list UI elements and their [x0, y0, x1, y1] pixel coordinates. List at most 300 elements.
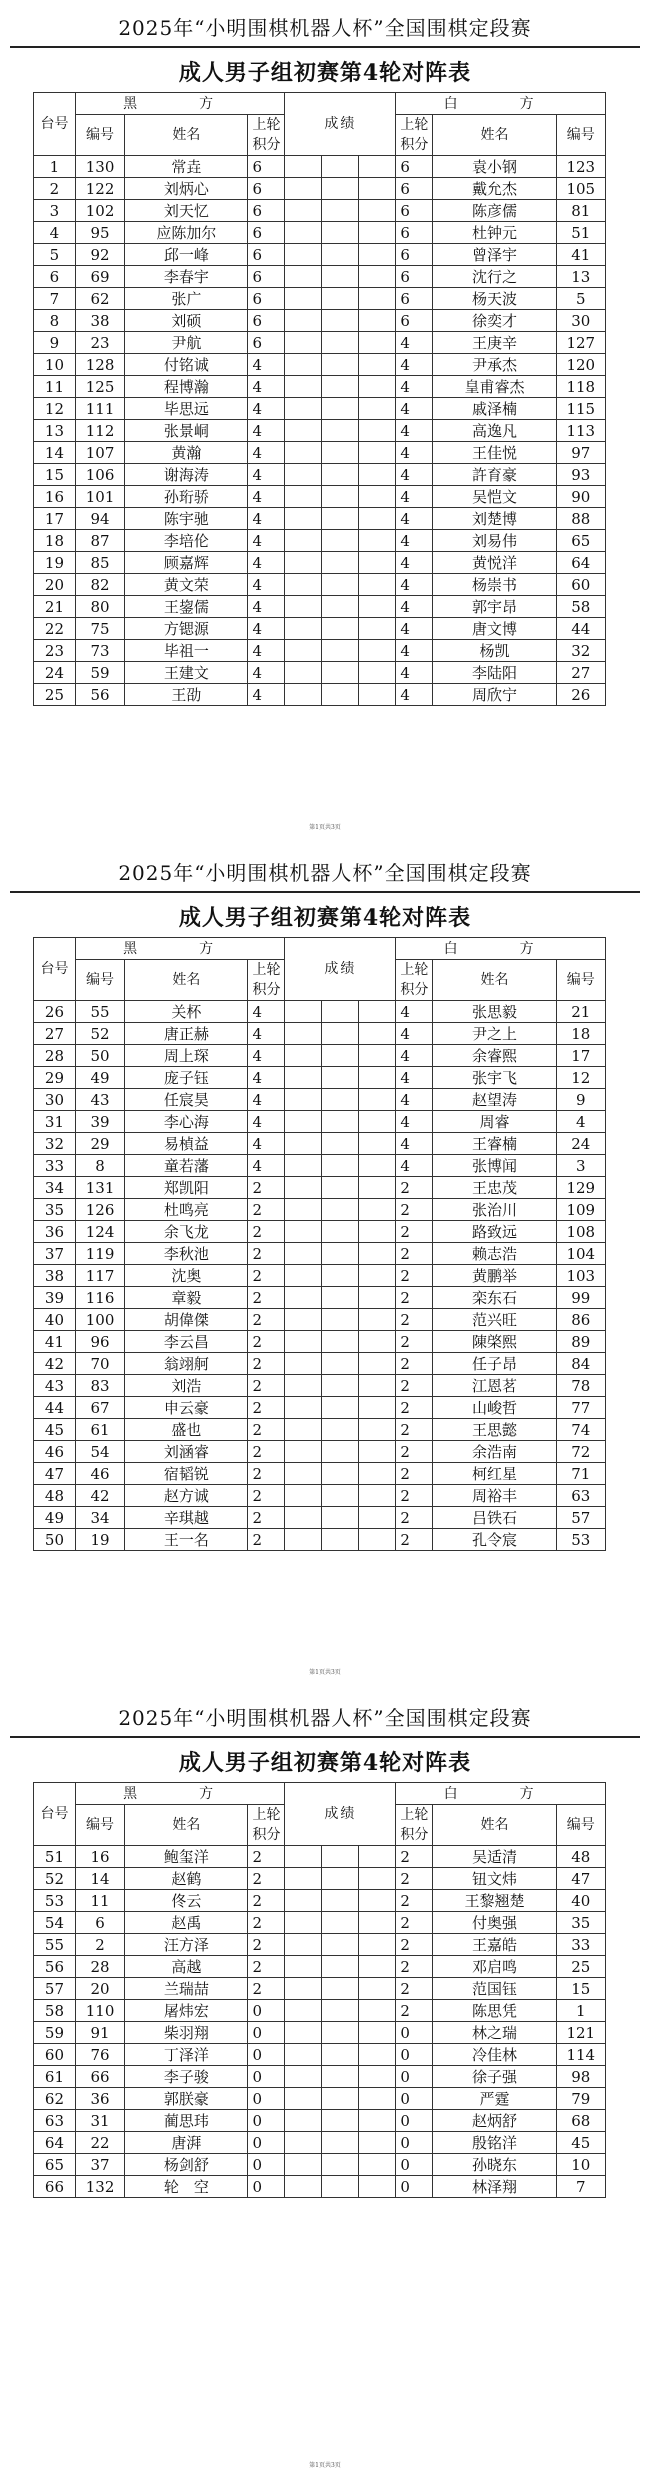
result-white-cell	[359, 1956, 396, 1978]
result-separator-cell	[322, 1912, 359, 1934]
table-no-cell: 56	[34, 1956, 76, 1978]
table-row	[34, 2132, 606, 2154]
black-id-cell: 6	[75, 1912, 124, 1934]
document-title: 2025年“小明围棋机器人杯”全国围棋定段赛	[118, 861, 532, 885]
black-id-cell: 130	[75, 156, 124, 178]
table-row	[34, 2022, 606, 2044]
page-2	[0, 845, 650, 1690]
table-no-cell: 58	[34, 2000, 76, 2022]
table-row	[34, 508, 606, 530]
result-black-cell	[285, 464, 322, 486]
result-black-cell	[285, 1956, 322, 1978]
result-separator-cell	[322, 1133, 359, 1155]
table-row	[34, 640, 606, 662]
table-no-cell: 28	[34, 1045, 76, 1067]
black-name-cell: 付铭诚	[125, 354, 248, 376]
result-white-cell	[359, 2022, 396, 2044]
white-id-cell: 53	[556, 1529, 605, 1551]
result-black-cell	[285, 1045, 322, 1067]
result-white-cell	[359, 1155, 396, 1177]
black-name-cell: 孙珩骄	[125, 486, 248, 508]
black-prev-score-cell: 2	[248, 1868, 285, 1890]
result-white-cell	[359, 310, 396, 332]
table-row	[34, 1912, 606, 1934]
white-name-cell: 戚泽楠	[433, 398, 556, 420]
black-id-cell: 85	[75, 552, 124, 574]
white-id-cell: 60	[556, 574, 605, 596]
table-row	[34, 1089, 606, 1111]
white-id-cell: 84	[556, 1353, 605, 1375]
result-white-cell	[359, 1846, 396, 1868]
result-separator-cell	[322, 1221, 359, 1243]
white-prev-score-cell: 4	[396, 332, 433, 354]
result-black-cell	[285, 1846, 322, 1868]
result-white-cell	[359, 1485, 396, 1507]
white-id-cell: 89	[556, 1331, 605, 1353]
black-id-cell: 54	[75, 1441, 124, 1463]
result-separator-cell	[322, 1287, 359, 1309]
result-white-cell	[359, 618, 396, 640]
header-table-no: 台号	[34, 938, 76, 1001]
table-row	[34, 1309, 606, 1331]
table-no-cell: 41	[34, 1331, 76, 1353]
result-black-cell	[285, 662, 322, 684]
result-white-cell	[359, 1912, 396, 1934]
table-title: 成人男子组初赛第4轮对阵表	[178, 1750, 472, 1776]
table-row	[34, 266, 606, 288]
result-white-cell	[359, 1133, 396, 1155]
white-name-cell: 陈彦儒	[433, 200, 556, 222]
header-row	[34, 93, 606, 115]
table-no-cell: 19	[34, 552, 76, 574]
table-row	[34, 684, 606, 706]
white-id-cell: 9	[556, 1089, 605, 1111]
white-name-cell: 杨凯	[433, 640, 556, 662]
black-name-cell: 毕思远	[125, 398, 248, 420]
header-black-name: 姓名	[125, 960, 248, 1001]
table-row	[34, 2176, 606, 2198]
black-name-cell: 王鋆儒	[125, 596, 248, 618]
result-white-cell	[359, 508, 396, 530]
black-id-cell: 42	[75, 1485, 124, 1507]
header-black-name: 姓名	[125, 115, 248, 156]
white-id-cell: 121	[556, 2022, 605, 2044]
result-white-cell	[359, 1023, 396, 1045]
black-prev-score-cell: 4	[248, 1155, 285, 1177]
black-prev-score-cell: 4	[248, 618, 285, 640]
result-black-cell	[285, 1331, 322, 1353]
result-white-cell	[359, 1890, 396, 1912]
white-prev-score-cell: 4	[396, 420, 433, 442]
white-id-cell: 68	[556, 2110, 605, 2132]
white-name-cell: 郭宇昂	[433, 596, 556, 618]
black-name-cell: 王建文	[125, 662, 248, 684]
result-black-cell	[285, 684, 322, 706]
result-separator-cell	[322, 1199, 359, 1221]
header-row	[34, 1783, 606, 1805]
header-black-name: 姓名	[125, 1805, 248, 1846]
white-id-cell: 90	[556, 486, 605, 508]
black-prev-score-cell: 4	[248, 530, 285, 552]
result-black-cell	[285, 1199, 322, 1221]
white-id-cell: 35	[556, 1912, 605, 1934]
table-row	[34, 1507, 606, 1529]
black-prev-score-cell: 6	[248, 222, 285, 244]
white-id-cell: 114	[556, 2044, 605, 2066]
black-id-cell: 94	[75, 508, 124, 530]
result-separator-cell	[322, 2132, 359, 2154]
table-row	[34, 1001, 606, 1023]
table-row	[34, 442, 606, 464]
header-black-id: 编号	[75, 115, 124, 156]
white-name-cell: 张治川	[433, 1199, 556, 1221]
result-black-cell	[285, 354, 322, 376]
black-id-cell: 124	[75, 1221, 124, 1243]
result-separator-cell	[322, 2066, 359, 2088]
result-separator-cell	[322, 222, 359, 244]
table-row	[34, 398, 606, 420]
result-white-cell	[359, 552, 396, 574]
black-name-cell: 刘浩	[125, 1375, 248, 1397]
black-name-cell: 宿韬锐	[125, 1463, 248, 1485]
white-id-cell: 27	[556, 662, 605, 684]
table-row	[34, 1331, 606, 1353]
result-separator-cell	[322, 1375, 359, 1397]
black-id-cell: 92	[75, 244, 124, 266]
table-no-cell: 11	[34, 376, 76, 398]
table-row	[34, 1419, 606, 1441]
table-no-cell: 23	[34, 640, 76, 662]
table-no-cell: 50	[34, 1529, 76, 1551]
result-black-cell	[285, 596, 322, 618]
black-name-cell: 刘天忆	[125, 200, 248, 222]
black-name-cell: 顾嘉辉	[125, 552, 248, 574]
black-id-cell: 39	[75, 1111, 124, 1133]
white-prev-score-cell: 2	[396, 1287, 433, 1309]
black-id-cell: 14	[75, 1868, 124, 1890]
result-black-cell	[285, 1089, 322, 1111]
result-separator-cell	[322, 2000, 359, 2022]
black-name-cell: 张广	[125, 288, 248, 310]
result-black-cell	[285, 1133, 322, 1155]
black-name-cell: 关杯	[125, 1001, 248, 1023]
result-black-cell	[285, 1265, 322, 1287]
black-prev-score-cell: 2	[248, 1934, 285, 1956]
white-id-cell: 45	[556, 2132, 605, 2154]
black-id-cell: 28	[75, 1956, 124, 1978]
header-black-id: 编号	[75, 1805, 124, 1846]
black-name-cell: 常垚	[125, 156, 248, 178]
table-row	[34, 2154, 606, 2176]
white-id-cell: 7	[556, 2176, 605, 2198]
header-row	[34, 938, 606, 960]
result-white-cell	[359, 1463, 396, 1485]
result-black-cell	[285, 1507, 322, 1529]
table-row	[34, 420, 606, 442]
table-no-cell: 59	[34, 2022, 76, 2044]
result-white-cell	[359, 486, 396, 508]
result-black-cell	[285, 376, 322, 398]
result-separator-cell	[322, 1956, 359, 1978]
white-prev-score-cell: 2	[396, 1890, 433, 1912]
result-white-cell	[359, 662, 396, 684]
white-prev-score-cell: 4	[396, 1045, 433, 1067]
table-no-cell: 52	[34, 1868, 76, 1890]
black-prev-score-cell: 6	[248, 156, 285, 178]
black-prev-score-cell: 4	[248, 1111, 285, 1133]
white-id-cell: 51	[556, 222, 605, 244]
header-white: 白 方	[396, 93, 606, 115]
table-row	[34, 1956, 606, 1978]
result-separator-cell	[322, 420, 359, 442]
black-name-cell: 杨剑舒	[125, 2154, 248, 2176]
white-id-cell: 65	[556, 530, 605, 552]
black-name-cell: 沈奥	[125, 1265, 248, 1287]
white-prev-score-cell: 2	[396, 1243, 433, 1265]
black-id-cell: 128	[75, 354, 124, 376]
white-id-cell: 88	[556, 508, 605, 530]
result-black-cell	[285, 2066, 322, 2088]
black-id-cell: 106	[75, 464, 124, 486]
white-prev-score-cell: 4	[396, 1067, 433, 1089]
header-table-no: 台号	[34, 1783, 76, 1846]
white-prev-score-cell: 2	[396, 1353, 433, 1375]
table-row	[34, 1045, 606, 1067]
result-separator-cell	[322, 464, 359, 486]
black-prev-score-cell: 4	[248, 1023, 285, 1045]
result-black-cell	[285, 618, 322, 640]
black-name-cell: 兰瑞喆	[125, 1978, 248, 2000]
white-name-cell: 王忠茂	[433, 1177, 556, 1199]
table-title: 成人男子组初赛第4轮对阵表	[178, 905, 472, 931]
white-id-cell: 10	[556, 2154, 605, 2176]
result-separator-cell	[322, 618, 359, 640]
table-no-cell: 63	[34, 2110, 76, 2132]
table-row	[34, 156, 606, 178]
black-name-cell: 唐正赫	[125, 1023, 248, 1045]
black-prev-score-cell: 4	[248, 486, 285, 508]
black-name-cell: 李秋池	[125, 1243, 248, 1265]
white-name-cell: 刘楚博	[433, 508, 556, 530]
white-prev-score-cell: 6	[396, 178, 433, 200]
black-name-cell: 李云昌	[125, 1331, 248, 1353]
white-id-cell: 115	[556, 398, 605, 420]
black-id-cell: 87	[75, 530, 124, 552]
black-prev-score-cell: 4	[248, 1133, 285, 1155]
white-name-cell: 赵望涛	[433, 1089, 556, 1111]
table-no-cell: 36	[34, 1221, 76, 1243]
table-row	[34, 1287, 606, 1309]
result-white-cell	[359, 1111, 396, 1133]
white-name-cell: 沈行之	[433, 266, 556, 288]
result-white-cell	[359, 1441, 396, 1463]
white-prev-score-cell: 0	[396, 2044, 433, 2066]
result-separator-cell	[322, 1846, 359, 1868]
table-no-cell: 24	[34, 662, 76, 684]
result-white-cell	[359, 1868, 396, 1890]
white-name-cell: 林之瑞	[433, 2022, 556, 2044]
table-row	[34, 1111, 606, 1133]
table-no-cell: 43	[34, 1375, 76, 1397]
white-prev-score-cell: 2	[396, 1441, 433, 1463]
table-row	[34, 178, 606, 200]
black-prev-score-cell: 4	[248, 596, 285, 618]
black-name-cell: 陈宇驰	[125, 508, 248, 530]
result-separator-cell	[322, 200, 359, 222]
white-prev-score-cell: 0	[396, 2022, 433, 2044]
black-prev-score-cell: 2	[248, 1375, 285, 1397]
black-id-cell: 49	[75, 1067, 124, 1089]
white-name-cell: 尹之上	[433, 1023, 556, 1045]
table-no-cell: 20	[34, 574, 76, 596]
white-prev-score-cell: 2	[396, 1529, 433, 1551]
white-name-cell: 陈思凭	[433, 2000, 556, 2022]
black-prev-score-cell: 2	[248, 1309, 285, 1331]
white-prev-score-cell: 4	[396, 596, 433, 618]
white-id-cell: 93	[556, 464, 605, 486]
white-prev-score-cell: 2	[396, 1331, 433, 1353]
result-black-cell	[285, 552, 322, 574]
table-no-cell: 7	[34, 288, 76, 310]
table-no-cell: 10	[34, 354, 76, 376]
header-black: 黑 方	[75, 1783, 285, 1805]
page-1	[0, 0, 650, 845]
table-no-cell: 42	[34, 1353, 76, 1375]
result-separator-cell	[322, 354, 359, 376]
table-no-cell: 44	[34, 1397, 76, 1419]
result-black-cell	[285, 1155, 322, 1177]
table-no-cell: 6	[34, 266, 76, 288]
black-id-cell: 56	[75, 684, 124, 706]
black-prev-score-cell: 2	[248, 1287, 285, 1309]
table-row	[34, 310, 606, 332]
black-prev-score-cell: 4	[248, 574, 285, 596]
result-black-cell	[285, 1243, 322, 1265]
table-row	[34, 1375, 606, 1397]
table-row	[34, 1133, 606, 1155]
white-id-cell: 127	[556, 332, 605, 354]
black-prev-score-cell: 4	[248, 1001, 285, 1023]
result-white-cell	[359, 354, 396, 376]
table-no-cell: 60	[34, 2044, 76, 2066]
table-no-cell: 64	[34, 2132, 76, 2154]
white-id-cell: 26	[556, 684, 605, 706]
table-row	[34, 552, 606, 574]
result-black-cell	[285, 1934, 322, 1956]
white-name-cell: 殷铭洋	[433, 2132, 556, 2154]
white-id-cell: 104	[556, 1243, 605, 1265]
table-row	[34, 288, 606, 310]
table-no-cell: 13	[34, 420, 76, 442]
table-no-cell: 46	[34, 1441, 76, 1463]
header-table-no: 台号	[34, 93, 76, 156]
black-id-cell: 75	[75, 618, 124, 640]
result-black-cell	[285, 1419, 322, 1441]
black-name-cell: 应陈加尔	[125, 222, 248, 244]
white-prev-score-cell: 4	[396, 1155, 433, 1177]
black-prev-score-cell: 6	[248, 332, 285, 354]
black-name-cell: 杜鸣亮	[125, 1199, 248, 1221]
table-no-cell: 26	[34, 1001, 76, 1023]
white-name-cell: 杨天波	[433, 288, 556, 310]
black-prev-score-cell: 0	[248, 2110, 285, 2132]
result-separator-cell	[322, 244, 359, 266]
table-title: 成人男子组初赛第4轮对阵表	[178, 60, 472, 86]
black-name-cell: 申云豪	[125, 1397, 248, 1419]
black-name-cell: 赵方诚	[125, 1485, 248, 1507]
black-id-cell: 131	[75, 1177, 124, 1199]
result-black-cell	[285, 1978, 322, 2000]
table-no-cell: 18	[34, 530, 76, 552]
table-no-cell: 30	[34, 1089, 76, 1111]
table-row	[34, 354, 606, 376]
result-black-cell	[285, 1001, 322, 1023]
page-3	[0, 1690, 650, 2479]
result-separator-cell	[322, 1111, 359, 1133]
white-prev-score-cell: 6	[396, 156, 433, 178]
table-no-cell: 8	[34, 310, 76, 332]
white-prev-score-cell: 4	[396, 442, 433, 464]
black-prev-score-cell: 6	[248, 266, 285, 288]
result-white-cell	[359, 1353, 396, 1375]
table-row	[34, 222, 606, 244]
black-id-cell: 69	[75, 266, 124, 288]
result-separator-cell	[322, 1419, 359, 1441]
result-white-cell	[359, 464, 396, 486]
white-prev-score-cell: 2	[396, 1463, 433, 1485]
result-separator-cell	[322, 2088, 359, 2110]
result-black-cell	[285, 2110, 322, 2132]
result-white-cell	[359, 1375, 396, 1397]
table-row	[34, 1177, 606, 1199]
white-id-cell: 79	[556, 2088, 605, 2110]
table-no-cell: 48	[34, 1485, 76, 1507]
result-separator-cell	[322, 1023, 359, 1045]
table-row	[34, 1397, 606, 1419]
white-name-cell: 林泽翔	[433, 2176, 556, 2198]
result-separator-cell	[322, 530, 359, 552]
result-white-cell	[359, 2044, 396, 2066]
result-separator-cell	[322, 486, 359, 508]
white-id-cell: 63	[556, 1485, 605, 1507]
result-white-cell	[359, 1045, 396, 1067]
result-black-cell	[285, 222, 322, 244]
white-name-cell: 王佳悦	[433, 442, 556, 464]
black-prev-score-cell: 4	[248, 662, 285, 684]
table-row	[34, 244, 606, 266]
header-black: 黑 方	[75, 93, 285, 115]
result-separator-cell	[322, 1529, 359, 1551]
result-white-cell	[359, 1177, 396, 1199]
white-id-cell: 15	[556, 1978, 605, 2000]
result-separator-cell	[322, 2176, 359, 2198]
table-row	[34, 2000, 606, 2022]
white-id-cell: 72	[556, 1441, 605, 1463]
title-rule	[10, 1736, 640, 1738]
black-prev-score-cell: 6	[248, 178, 285, 200]
table-row	[34, 1529, 606, 1551]
black-prev-score-cell: 4	[248, 508, 285, 530]
header-white-prev: 上轮积分	[396, 115, 433, 156]
white-prev-score-cell: 2	[396, 1846, 433, 1868]
black-prev-score-cell: 0	[248, 2066, 285, 2088]
header-white: 白 方	[396, 938, 606, 960]
black-id-cell: 91	[75, 2022, 124, 2044]
result-black-cell	[285, 1287, 322, 1309]
result-black-cell	[285, 640, 322, 662]
table-no-cell: 57	[34, 1978, 76, 2000]
black-name-cell: 易楨益	[125, 1133, 248, 1155]
